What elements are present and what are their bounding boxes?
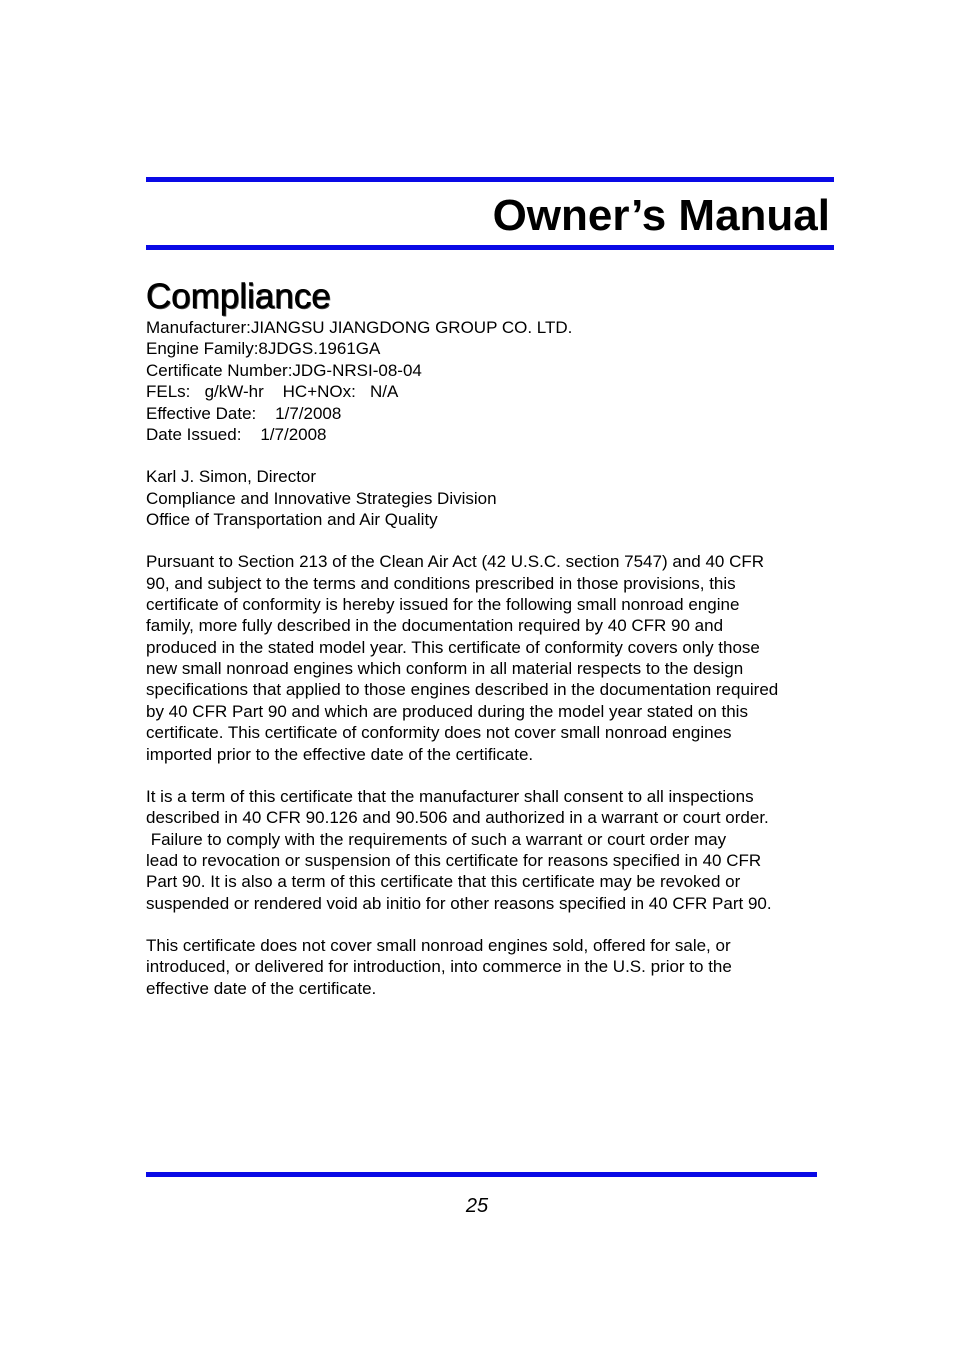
paragraph-line: specifications that applied to those engines described in the documentation required: [146, 680, 779, 700]
paragraph-term: [146, 786, 836, 914]
document-body: [146, 317, 836, 999]
paragraph-line: by 40 CFR Part 90 and which are produced during the model year stated on this: [146, 701, 748, 721]
manufacturer-line: Manufacturer:JIANGSU JIANGDONG GROUP CO. LTD.: [146, 318, 573, 337]
paragraph-line: Pursuant to Section 213 of the Clean Air Act (42 U.S.C. section 7547) and 40 CFR: [146, 552, 765, 572]
paragraph-line: described in 40 CFR 90.126 and 90.506 and authorized in a warrant or court order.: [146, 808, 769, 828]
paragraph-line: family, more fully described in the documentation required by 40 CFR 90 and: [146, 616, 724, 636]
date-issued-line: Date Issued: 1/7/2008: [146, 424, 327, 444]
signatory-block: [146, 466, 836, 530]
certificate-details: [146, 317, 836, 445]
certificate-number-line: Certificate Number:JDG-NRSI-08-04: [146, 360, 422, 380]
paragraph-line: imported prior to the effective date of the certificate.: [146, 744, 534, 764]
paragraph-line: suspended or rendered void ab initio for other reasons specified in 40 CFR Part 90.: [146, 893, 772, 913]
paragraph-coverage: [146, 935, 836, 999]
header-top-rule: [146, 177, 834, 182]
header-bottom-rule: [146, 245, 834, 250]
paragraph-line: introduced, or delivered for introduction, into commerce in the U.S. prior to the: [146, 957, 732, 977]
signatory-division: Compliance and Innovative Strategies Division: [146, 488, 497, 508]
paragraph-line: 90, and subject to the terms and conditions prescribed in those provisions, this: [146, 573, 736, 593]
paragraph-line: new small nonroad engines which conform in all material respects to the design: [146, 659, 744, 679]
paragraph-line: It is a term of this certificate that the manufacturer shall consent to all inspections: [146, 786, 754, 806]
paragraph-pursuant: [146, 551, 836, 765]
page-title: Owner’s Manual: [492, 191, 830, 240]
paragraph-line: produced in the stated model year. This certificate of conformity covers only those: [146, 637, 760, 657]
signatory-office: Office of Transportation and Air Quality: [146, 509, 438, 529]
paragraph-line: effective date of the certificate.: [146, 978, 377, 998]
fels-line: FELs: g/kW-hr HC+NOx: N/A: [146, 382, 399, 402]
section-heading: Compliance: [146, 277, 331, 316]
paragraph-line: This certificate does not cover small nonroad engines sold, offered for sale, or: [146, 935, 731, 955]
paragraph-line: Failure to comply with the requirements of such a warrant or court order may: [146, 829, 727, 849]
paragraph-line: lead to revocation or suspension of this certificate for reasons specified in 40 CFR: [146, 850, 762, 870]
engine-family-line: Engine Family:8JDGS.1961GA: [146, 339, 381, 359]
paragraph-line: certificate of conformity is hereby issued for the following small nonroad engine: [146, 594, 740, 614]
footer-rule: [146, 1172, 817, 1177]
paragraph-line: Part 90. It is also a term of this certificate that this certificate may be revoked or: [146, 872, 741, 892]
signatory-name: Karl J. Simon, Director: [146, 467, 317, 487]
page-number: 25: [465, 1195, 489, 1217]
effective-date-line: Effective Date: 1/7/2008: [146, 403, 342, 423]
paragraph-line: certificate. This certificate of conformity does not cover small nonroad engines: [146, 723, 732, 743]
